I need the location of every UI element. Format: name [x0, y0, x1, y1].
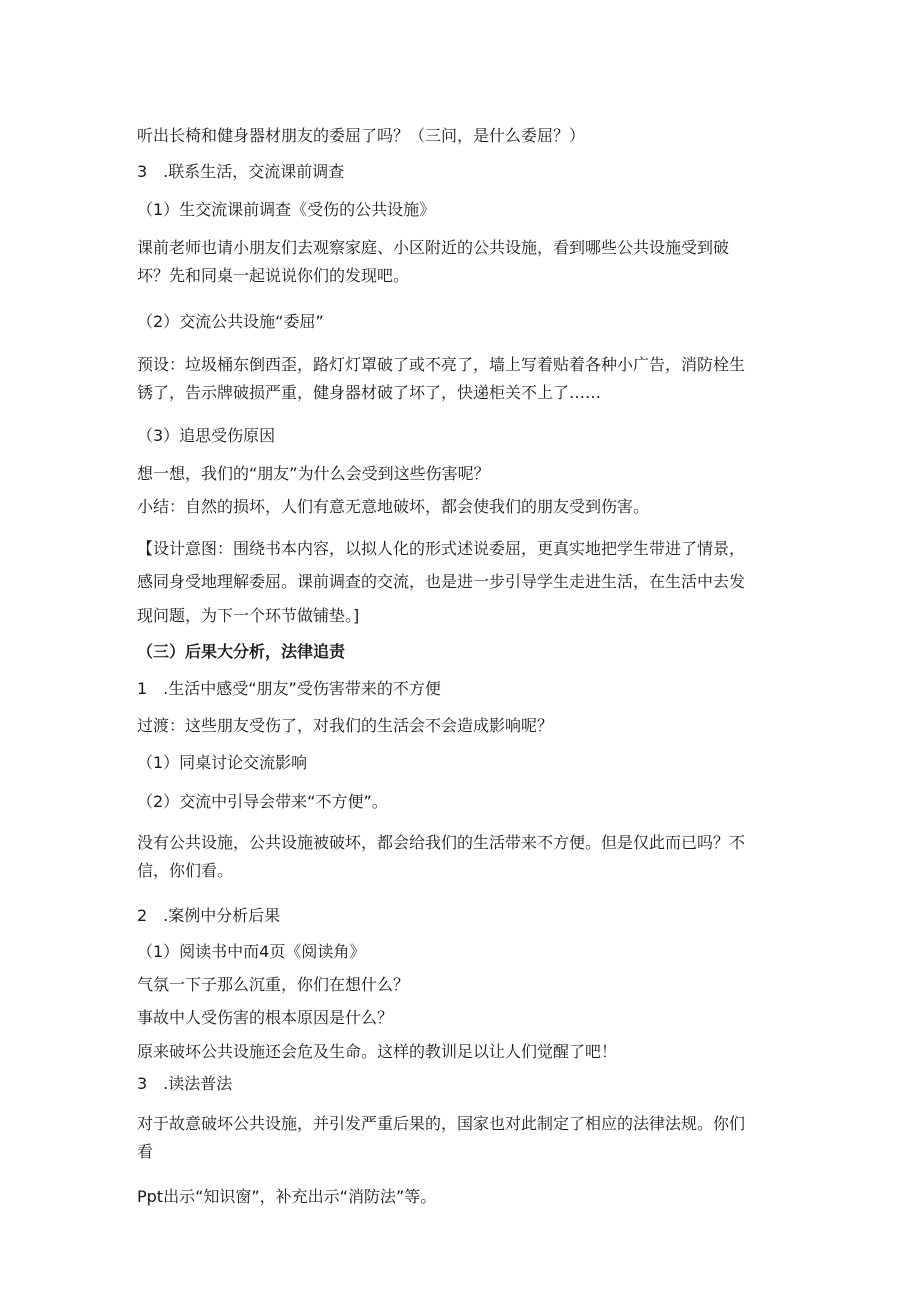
subsection-heading: （3）追思受伤原因 [137, 426, 276, 445]
text-line: 课前老师也请小朋友们去观察家庭、小区附近的公共设施，看到哪些公共设施受到破 [137, 238, 730, 257]
design-intent-note: 感同身受地理解委屈。课前调查的交流，也是进一步引导学生走进生活，在生活中去发 [137, 572, 746, 591]
text-line: 看 [137, 1142, 154, 1161]
text-line: 坏？先和同桌一起说说你们的发现吧。 [137, 266, 410, 285]
subsection-heading: （2）交流中引导会带来“不方便”。 [137, 792, 388, 811]
text-line: 没有公共设施，公共设施被破坏，都会给我们的生活带来不方便。但是仅此而已吗？不 [137, 833, 746, 852]
section-title: （三）后果大分析，法律追责 [137, 642, 346, 661]
text-line: 对于故意破坏公共设施，并引发严重后果的，国家也对此制定了相应的法律法规。你们 [137, 1114, 746, 1133]
text-line: 想一想，我们的“朋友”为什么会受到这些伤害呢？ [137, 464, 490, 483]
text-line: Ppt出示“知识窗”，补充出示“消防法”等。 [137, 1187, 437, 1206]
subsection-heading: （2）交流公共设施“委屈” [137, 312, 324, 331]
text-line: 事故中人受伤害的根本原因是什么？ [137, 1008, 394, 1027]
text-line: 气氛一下子那么沉重，你们在想什么？ [137, 975, 410, 994]
text-line: 预设：垃圾桶东倒西歪，路灯灯罩破了或不亮了，墙上写着贴着各种小广告，消防栓生 [137, 355, 746, 374]
text-line: 小结：自然的损坏，人们有意无意地破坏，都会使我们的朋友受到伤害。 [137, 497, 650, 516]
section-heading: 2 .案例中分析后果 [137, 906, 281, 925]
text-line: 原来破坏公共设施还会危及生命。这样的教训足以让人们觉醒了吧！ [137, 1042, 618, 1061]
section-heading: 3 .联系生活，交流课前调查 [137, 162, 345, 181]
subsection-heading: （1）阅读书中而4页《阅读角》 [137, 942, 366, 961]
section-heading: 3 .读法普法 [137, 1074, 233, 1093]
subsection-heading: （1）同桌讨论交流影响 [137, 753, 308, 772]
text-line: 信，你们看。 [137, 861, 234, 880]
section-heading: 1 .生活中感受“朋友”受伤害带来的不方便 [137, 679, 441, 698]
text-line: 过渡：这些朋友受伤了，对我们的生活会不会造成影响呢？ [137, 716, 554, 735]
design-intent-note: 【设计意图：围绕书本内容，以拟人化的形式述说委屈，更真实地把学生带进了情景， [137, 539, 746, 558]
design-intent-note: 现问题，为下一个环节做铺垫。] [137, 606, 360, 625]
text-line: 听出长椅和健身器材朋友的委屈了吗？（三问，是什么委屈？） [137, 126, 586, 145]
text-line: 锈了，告示牌破损严重，健身器材破了坏了，快递柜关不上了…… [137, 383, 602, 402]
subsection-heading: （1）生交流课前调查《受伤的公共设施》 [137, 200, 436, 219]
